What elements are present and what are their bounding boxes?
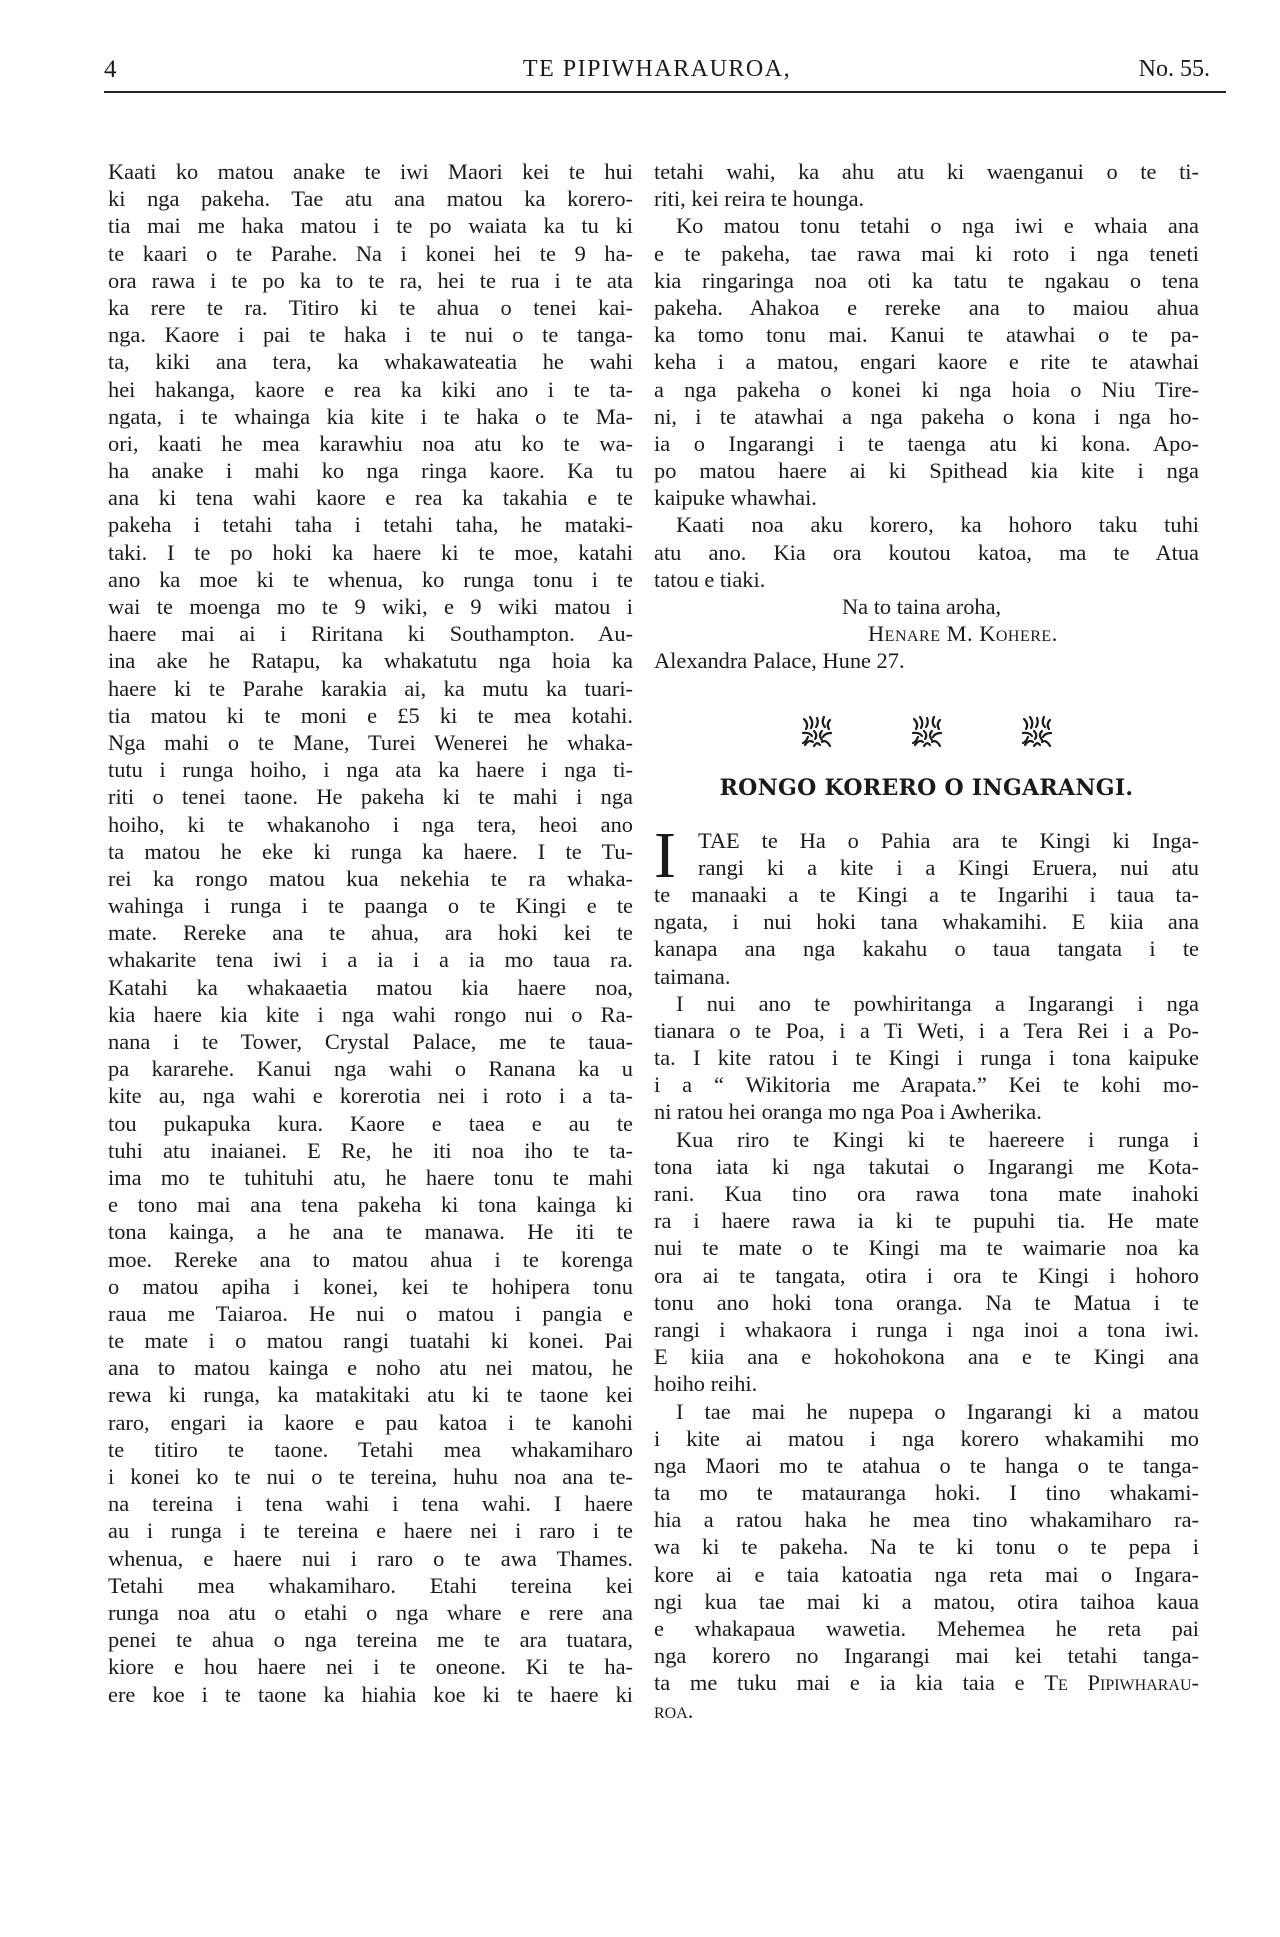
text-line: ta mo te matauranga hoki. I tino whakami- <box>654 1480 1199 1506</box>
text-line: wa ki te pakeha. Na te ki tonu o te pepa i <box>654 1534 1199 1560</box>
text-line: nga korero no Ingarangi mai kei tetahi tanga- <box>654 1643 1199 1669</box>
text-line: ta matou he eke ki runga ka haere. I te Tu- <box>108 838 633 864</box>
text-line: tia matou ki te moni e £5 ki te mea kotahi. <box>108 702 633 728</box>
text-line: hei hakanga, kaore e rea ka kiki ano i te ta- <box>108 376 633 402</box>
text-line: ana ki tena wahi kaore e rea ka takahia e te <box>108 485 633 511</box>
text-line: ki nga pakeha. Tae atu ana matou ka korero- <box>108 186 633 212</box>
text-line: e te pakeha, tae rawa mai ki roto i nga teneti <box>654 240 1199 266</box>
text-line: kanapa ana nga kakahu o taua tangata i te <box>654 936 1199 962</box>
text-line: atu ano. Kia ora koutou katoa, ma te Atua <box>654 539 1199 565</box>
text-line: tianara o te Poa, i a Ti Weti, i a Tera Rei i a Po- <box>654 1017 1199 1043</box>
text-line: raua me Taiaroa. He nui o matou i pangia e <box>108 1300 633 1326</box>
text-line: tona iata ki nga takutai o Ingarangi me Kota- <box>654 1153 1199 1179</box>
text-line: te kaari o te Parahe. Na i konei hei te 9 ha- <box>108 240 633 266</box>
fleuron-ornament-icon <box>800 715 834 749</box>
article-paragraph-4-tail <box>654 1669 1199 1723</box>
text-line: wai te moenga mo te 9 wiki, e 9 wiki matou i <box>108 594 633 619</box>
text-line: wahinga i runga i te paanga o te Kingi e te <box>108 893 633 919</box>
text-line: e tono mai ana tena pakeha ki tona kainga ki <box>108 1192 633 1218</box>
issue-number: No. 55. <box>1138 56 1210 82</box>
text-line <box>654 1669 1199 1696</box>
text-line: pakeha. Ahakoa e rereke ana to maiou ahua <box>654 294 1199 320</box>
right-column <box>654 158 1199 1724</box>
text-line: TAE te Ha o Pahia ara te Kingi ki Inga- <box>698 827 1199 853</box>
text-line: Kua riro te Kingi ki te haereere i runga i <box>676 1126 1199 1152</box>
signature-place-date: Alexandra Palace, Hune 27. <box>654 648 905 674</box>
text-line: rei ka rongo matou kua nekehia te ra whaka- <box>108 865 633 891</box>
text-line: riti o tenei taone. He pakeha ki te mahi i nga <box>108 784 633 810</box>
text-line: na tereina i tena wahi i tena wahi. I haere <box>108 1491 633 1517</box>
text-line: rangi i whakaora i runga i nga inoi a tona iwi. <box>654 1316 1199 1342</box>
text-line: kia ringaringa noa oti ka tatu te ngakau o tena <box>654 267 1199 293</box>
text-line: ta, kiki ana tera, ka whakawateatia he wahi <box>108 349 633 375</box>
text-line: ima mo te tuhituhi atu, he haere tonu te mahi <box>108 1164 633 1190</box>
text-line: kiore e hou haere nei i te oneone. Ki te ha- <box>108 1654 633 1680</box>
text-line: ngata, i nui hoki tana whakamihi. E kiia ana <box>654 909 1199 935</box>
text-line: a nga pakeha o konei ki nga hoia o Niu Tire- <box>654 376 1199 402</box>
text-line: tona kainga, a he ana te manawa. He iti te <box>108 1219 633 1245</box>
text-line: Kaati ko matou anake te iwi Maori kei te hui <box>108 159 633 184</box>
text-line: penei te ahua o nga tereina me te ara tuatara, <box>108 1627 633 1653</box>
text-line: pa kararehe. Kanui nga wahi o Ranana ka u <box>108 1056 633 1082</box>
text-line: ngata, i te whainga kia kite i te haka o te Ma- <box>108 403 633 429</box>
text-line: nga Maori mo te atahua o te hanga o te tanga- <box>654 1452 1199 1478</box>
text-line: tou pukapuka kura. Kaore e taea e au te <box>108 1110 633 1136</box>
text-line: runga noa atu o etahi o nga whare e rere ana <box>108 1599 633 1625</box>
text-line: ere koe i te taone ka hiahia koe ki te haere ki <box>108 1681 633 1707</box>
article-paragraph-3 <box>654 1126 1199 1398</box>
masthead-reference: Te Pipiwharau- <box>1044 1670 1199 1696</box>
text-line: tatou e tiaki. <box>654 566 766 592</box>
text-line: ta. I kite ratou i te Kingi i runga i tona kaipuke <box>654 1045 1199 1071</box>
text-line: tonu ano hoki tona oranga. Na te Matua i te <box>654 1289 1199 1315</box>
fleuron-ornament-icon <box>910 715 944 749</box>
text-line: Ko matou tonu tetahi o nga iwi e whaia ana <box>676 213 1199 239</box>
text-line: i a “ Wikitoria me Arapata.” Kei te kohi mo- <box>654 1072 1199 1098</box>
text-line: ra i haere rawa ia ki te pupuhi tia. He mate <box>654 1208 1199 1234</box>
text-line: e whakapaua wawetia. Mehemea he reta pai <box>654 1616 1199 1641</box>
text-line: ha anake i mahi ko nga ringa kaore. Ka tu <box>108 458 633 484</box>
text-line: haere mai ai i Riritana ki Southampton. Au- <box>108 621 633 647</box>
text-line: Katahi ka whakaaetia matou kia haere noa, <box>108 974 633 1000</box>
text-line: nga. Kaore i pai te haka i te nui o te tanga- <box>108 322 633 348</box>
letter-signature <box>654 593 1199 675</box>
text-line: ora rawa i te po ka to te ra, hei te rua i te ata <box>108 267 633 293</box>
signature-name: Henare M. Kohere. <box>868 621 1058 647</box>
text-line: taimana. <box>654 963 731 989</box>
text-line-start: ta me tuku mai e ia kia taia e <box>654 1670 1045 1696</box>
text-line: mate. Rereke ana te ahua, ara hoki kei te <box>108 920 633 946</box>
text-line: hia a ratou haka he mea tino whakamiharo ra- <box>654 1507 1199 1533</box>
text-line: roa. <box>654 1697 694 1723</box>
text-line: i kite ai matou i nga korero whakamihi mo <box>654 1425 1199 1451</box>
text-line: nui te mate o te Kingi ma te waimarie noa ka <box>654 1235 1199 1261</box>
page-header <box>104 54 1210 94</box>
text-line: ngi kua tae mai ki a matou, otira taihoa kaua <box>654 1588 1199 1614</box>
masthead-title: TE PIPIWHARAUROA, <box>522 56 792 82</box>
text-line: po matou haere ai ki Spithead kia kite i nga <box>654 458 1199 484</box>
section-title: RONGO KORERO O INGARANGI. <box>719 774 1134 801</box>
text-line: I tae mai he nupepa o Ingarangi ki a matou <box>676 1398 1199 1424</box>
text-line: kia haere kia kite i nga wahi rongo nui o Ra- <box>108 1001 633 1027</box>
header-rule <box>104 91 1226 93</box>
text-line: tia mai me haka matou i te po waiata ka tu ki <box>108 213 633 239</box>
text-line: keha i a matou, engari kaore e rite te atawhai <box>654 349 1199 375</box>
text-line: hoiho, ki te whakanoho i nga tera, heoi ano <box>108 811 633 837</box>
letter-continuation-paragraph <box>654 158 1199 212</box>
text-line: riti, kei reira te hounga. <box>654 186 865 212</box>
text-line: ka tomo tonu mai. Kanui te atawhai o te pa- <box>654 322 1199 348</box>
text-line: ora ai te tangata, otira i ora te Kingi i hohoro <box>654 1262 1199 1288</box>
signature-salutation: Na to taina aroha, <box>842 594 1002 619</box>
letter-paragraph-3 <box>654 511 1199 593</box>
text-line: taki. I te po hoki ka haere ki te moe, katahi <box>108 539 633 565</box>
text-line: ori, kaati he mea karawhiu noa atu ko te wa- <box>108 430 633 456</box>
article-paragraph-1 <box>654 818 1199 990</box>
text-line: te manaaki a te Kingi a te Ingarihi i taua ta- <box>654 881 1199 907</box>
text-line: raro, engari ia kaore e pau katoa i te kanohi <box>108 1409 633 1435</box>
section-ornaments <box>654 715 1199 751</box>
text-line: ina ake he Ratapu, ka whakatutu nga hoia ka <box>108 648 633 674</box>
text-line: tetahi wahi, ka ahu atu ki waenganui o te ti- <box>654 159 1199 184</box>
text-line: au i runga i te tereina e haere nei i raro i te <box>108 1518 633 1544</box>
text-line: rani. Kua tino ora rawa tona mate inahoki <box>654 1181 1199 1206</box>
letter-paragraph-2 <box>654 212 1199 511</box>
text-line: ia o Ingarangi i te taenga atu ki kona. Apo- <box>654 430 1199 456</box>
text-line: ni, i te atawhai a nga pakeha o kona i nga ho- <box>654 403 1199 429</box>
fleuron-ornament-icon <box>1020 715 1054 749</box>
drop-cap: I <box>654 818 676 892</box>
text-line: E kiia ana e hokohokona ana e te Kingi ana <box>654 1344 1199 1370</box>
text-line: tuhi atu inaianei. E Re, he iti noa iho te ta- <box>108 1137 633 1163</box>
text-line: te mate i o matou rangi tuatahi ki konei. Pai <box>108 1328 633 1354</box>
text-line: i konei ko te nui o te tereina, huhu noa ana te- <box>108 1464 633 1489</box>
text-line: ka rere te ra. Titiro ki te ahua o tenei kai- <box>108 294 633 320</box>
text-line: tutu i runga hoiho, i nga ata ka haere i nga ti- <box>108 757 633 783</box>
text-line: te titiro te taone. Tetahi mea whakamiharo <box>108 1436 633 1462</box>
text-line: Nga mahi o te Mane, Turei Wenerei he whaka- <box>108 729 633 755</box>
text-line: ano ka moe ki te whenua, ko runga tonu i te <box>108 566 633 592</box>
left-column <box>108 158 633 1708</box>
text-line: kore ai e taia katoatia nga reta mai o Ingara- <box>654 1561 1199 1587</box>
text-line: whakarite tena iwi i a ia i a ia mo taua ra. <box>108 947 633 973</box>
text-line: I nui ano te powhiritanga a Ingarangi i nga <box>676 990 1199 1016</box>
article-paragraph-4 <box>654 1398 1199 1670</box>
text-line: whenua, e haere nui i raro o te awa Thames. <box>108 1545 633 1571</box>
text-line: kite au, nga wahi e korerotia nei i roto i a ta- <box>108 1083 633 1109</box>
text-line: pakeha i tetahi taha i tetahi taha, he mataki- <box>108 512 633 538</box>
text-line: ana to matou kainga e noho atu nei matou, he <box>108 1355 633 1381</box>
article-paragraph-2 <box>654 990 1199 1126</box>
page-number: 4 <box>104 56 117 83</box>
text-line: haere ki te Parahe karakia ai, ka mutu ka tuari- <box>108 675 633 701</box>
text-line: ni ratou hei oranga mo nga Poa i Awherika. <box>654 1099 1042 1125</box>
text-line: nana i te Tower, Crystal Palace, me te taua- <box>108 1029 633 1054</box>
text-line: kaipuke whawhai. <box>654 485 817 511</box>
text-line: Tetahi mea whakamiharo. Etahi tereina kei <box>108 1572 633 1598</box>
text-line: o matou apiha i konei, kei te hohipera tonu <box>108 1273 633 1299</box>
text-line: rangi ki a kite i a Kingi Eruera, nui atu <box>698 854 1199 880</box>
text-line: rewa ki runga, ka matakitaki atu ki te taone kei <box>108 1382 633 1408</box>
text-line: moe. Rereke ana to matou ahua i te korenga <box>108 1246 633 1272</box>
text-line: Kaati noa aku korero, ka hohoro taku tuhi <box>676 512 1199 538</box>
text-line: hoiho reihi. <box>654 1371 758 1397</box>
